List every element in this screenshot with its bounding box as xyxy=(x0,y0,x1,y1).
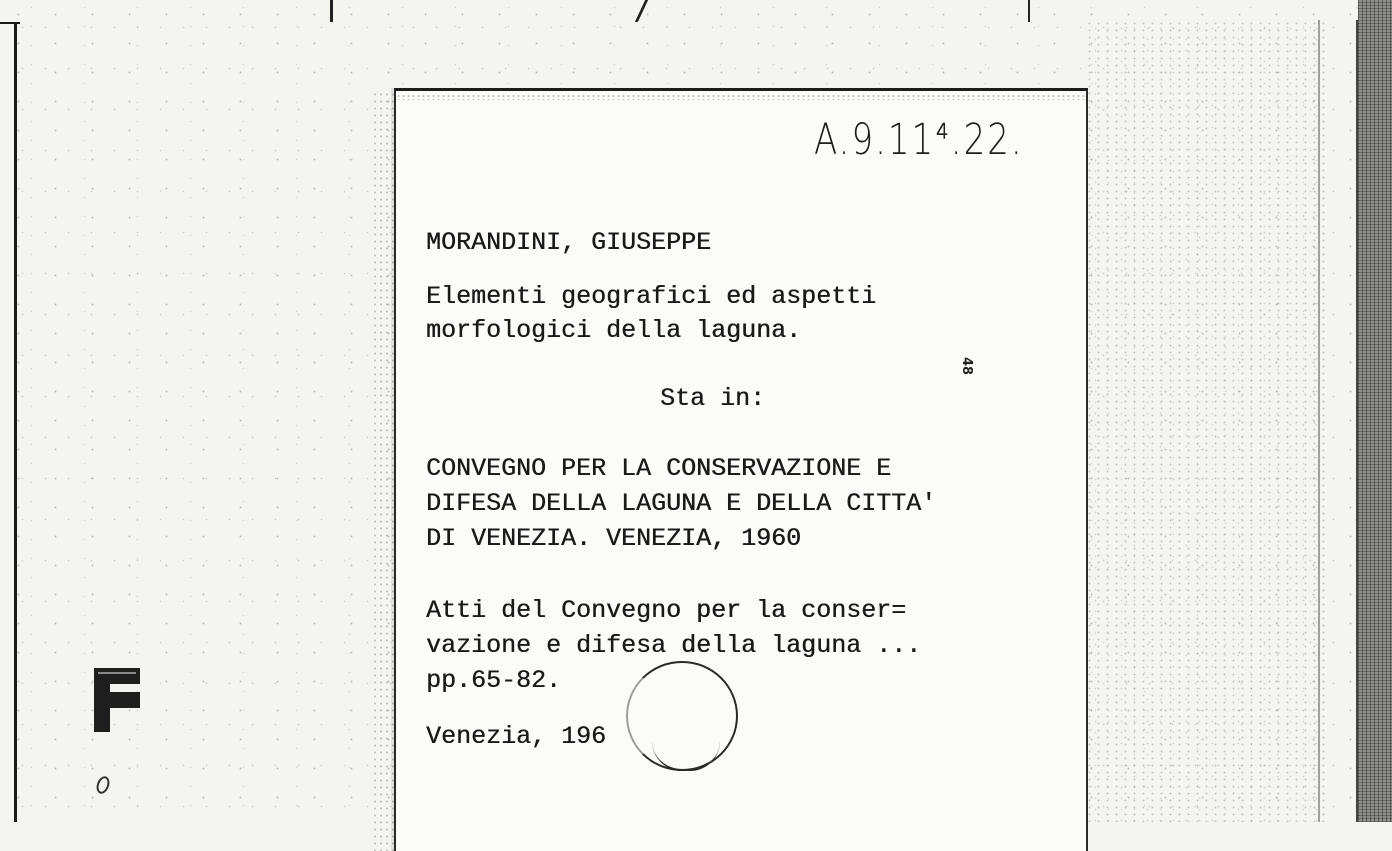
scan-dark-band xyxy=(1358,0,1392,822)
card-edge-shadow xyxy=(372,91,394,851)
scan-rule-top-right xyxy=(1028,0,1030,22)
proceedings-line: vazione e difesa della laguna ... xyxy=(426,631,922,660)
place-date: Venezia, 196 xyxy=(426,722,607,751)
title-line: morfologici della laguna. xyxy=(426,316,802,345)
margin-note: 48 xyxy=(959,357,974,376)
contained-in-label: Sta in: xyxy=(660,384,766,413)
series-line: DIFESA DELLA LAGUNA E DELLA CITTA' xyxy=(426,489,937,518)
title-line: Elementi geografici ed aspetti xyxy=(426,282,877,311)
scan-edge-left xyxy=(14,22,17,822)
scan-rule-top-left xyxy=(330,0,333,22)
author-name: MORANDINI, GIUSEPPE xyxy=(426,228,712,257)
scan-noise-right xyxy=(1085,20,1325,822)
proceedings-line: Atti del Convegno per la conser= xyxy=(426,596,907,625)
catalogue-card xyxy=(394,88,1088,851)
series-line: CONVEGNO PER LA CONSERVAZIONE E xyxy=(426,454,892,483)
series-line: DI VENEZIA. VENEZIA, 1960 xyxy=(426,524,802,553)
scan-rule-right xyxy=(1318,20,1320,822)
proceedings-line: pp.65-82. xyxy=(426,666,562,695)
shelf-mark: A.9.11⁴.22. xyxy=(814,115,1024,165)
scan-edge-top xyxy=(0,22,20,24)
film-marker-icon xyxy=(94,668,140,732)
